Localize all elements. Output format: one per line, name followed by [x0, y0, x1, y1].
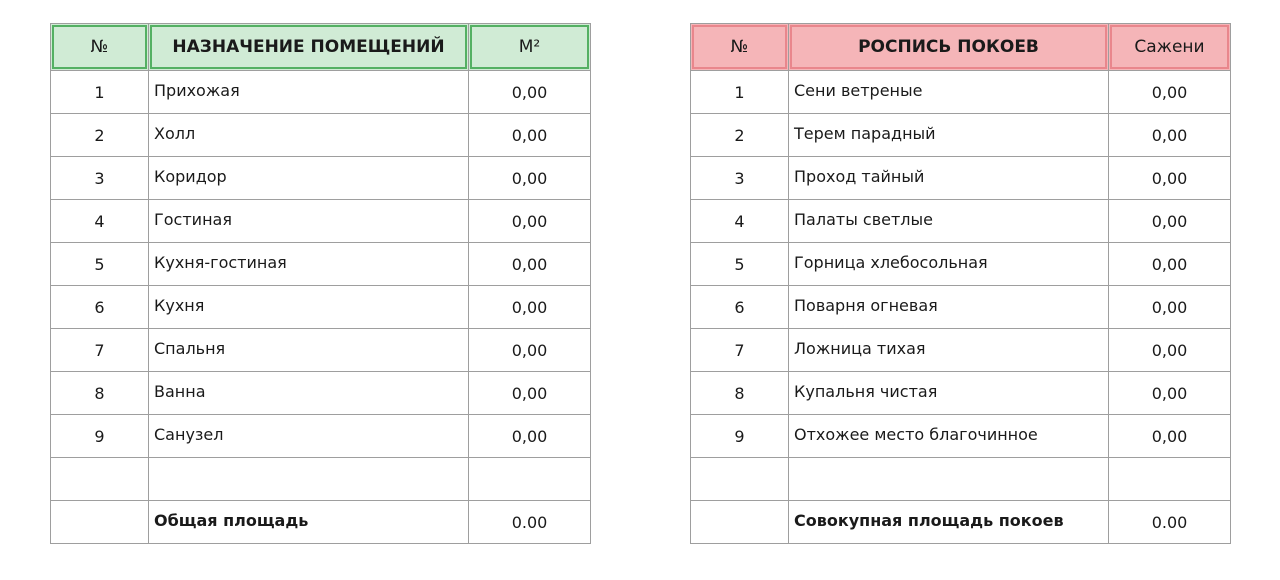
- empty-row: [691, 458, 1231, 501]
- row-num-cell[interactable]: 4: [691, 200, 789, 243]
- row-name-cell[interactable]: Отхожее место благочинное: [789, 415, 1109, 458]
- total-label-cell[interactable]: Общая площадь: [149, 501, 469, 544]
- row-name-cell[interactable]: Поварня огневая: [789, 286, 1109, 329]
- row-value-cell[interactable]: 0,00: [1109, 71, 1231, 114]
- header-title-label: НАЗНАЧЕНИЕ ПОМЕЩЕНИЙ: [150, 25, 467, 69]
- header-cell-unit[interactable]: [1109, 24, 1231, 71]
- row-name-cell[interactable]: Ложница тихая: [789, 329, 1109, 372]
- row-num-cell[interactable]: 5: [691, 243, 789, 286]
- empty-cell[interactable]: [691, 458, 789, 501]
- empty-cell[interactable]: [51, 458, 149, 501]
- row-name-cell[interactable]: Ванна: [149, 372, 469, 415]
- row-name-cell[interactable]: Кухня: [149, 286, 469, 329]
- table-row: [51, 157, 591, 200]
- row-num-cell[interactable]: 1: [691, 71, 789, 114]
- empty-cell[interactable]: [789, 458, 1109, 501]
- table-row: [691, 372, 1231, 415]
- row-name-cell[interactable]: Проход тайный: [789, 157, 1109, 200]
- empty-cell[interactable]: [149, 458, 469, 501]
- row-num-cell[interactable]: 8: [51, 372, 149, 415]
- row-num-cell[interactable]: 2: [51, 114, 149, 157]
- total-value-cell[interactable]: 0.00: [469, 501, 591, 544]
- row-name-cell[interactable]: Холл: [149, 114, 469, 157]
- row-value-cell[interactable]: 0,00: [469, 71, 591, 114]
- header-num-label: №: [52, 25, 147, 69]
- row-name-cell[interactable]: Спальня: [149, 329, 469, 372]
- header-unit-label: М²: [470, 25, 589, 69]
- row-value-cell[interactable]: 0,00: [469, 286, 591, 329]
- table-row: [691, 415, 1231, 458]
- header-cell-title[interactable]: [789, 24, 1109, 71]
- row-num-cell[interactable]: 7: [691, 329, 789, 372]
- row-num-cell[interactable]: 9: [51, 415, 149, 458]
- header-cell-num[interactable]: [691, 24, 789, 71]
- total-row: [691, 501, 1231, 544]
- row-value-cell[interactable]: 0,00: [469, 114, 591, 157]
- total-row: [51, 501, 591, 544]
- table-row: [51, 286, 591, 329]
- table-row: [691, 200, 1231, 243]
- row-value-cell[interactable]: 0,00: [469, 329, 591, 372]
- table-row: [691, 329, 1231, 372]
- row-value-cell[interactable]: 0,00: [1109, 200, 1231, 243]
- row-name-cell[interactable]: Купальня чистая: [789, 372, 1109, 415]
- table-row: [51, 243, 591, 286]
- table-row: [691, 71, 1231, 114]
- header-cell-title[interactable]: [149, 24, 469, 71]
- row-name-cell[interactable]: Терем парадный: [789, 114, 1109, 157]
- table-row: [51, 372, 591, 415]
- row-value-cell[interactable]: 0,00: [1109, 415, 1231, 458]
- row-value-cell[interactable]: 0,00: [1109, 372, 1231, 415]
- row-num-cell[interactable]: 4: [51, 200, 149, 243]
- row-name-cell[interactable]: Палаты светлые: [789, 200, 1109, 243]
- row-value-cell[interactable]: 0,00: [1109, 157, 1231, 200]
- row-num-cell[interactable]: 6: [51, 286, 149, 329]
- table-row: [691, 114, 1231, 157]
- row-value-cell[interactable]: 0,00: [1109, 329, 1231, 372]
- header-cell-num[interactable]: [51, 24, 149, 71]
- rooms-purpose-table: [50, 23, 591, 544]
- row-name-cell[interactable]: Гостиная: [149, 200, 469, 243]
- table-row: [691, 243, 1231, 286]
- table-row: [51, 329, 591, 372]
- row-value-cell[interactable]: 0,00: [469, 243, 591, 286]
- row-value-cell[interactable]: 0,00: [1109, 286, 1231, 329]
- row-name-cell[interactable]: Сени ветреные: [789, 71, 1109, 114]
- chambers-listing-table: [690, 23, 1231, 544]
- table-row: [691, 286, 1231, 329]
- row-value-cell[interactable]: 0,00: [469, 200, 591, 243]
- total-value-cell[interactable]: 0.00: [1109, 501, 1231, 544]
- row-value-cell[interactable]: 0,00: [469, 157, 591, 200]
- header-title-label: РОСПИСЬ ПОКОЕВ: [790, 25, 1107, 69]
- empty-row: [51, 458, 591, 501]
- row-name-cell[interactable]: Кухня-гостиная: [149, 243, 469, 286]
- table-row: [51, 114, 591, 157]
- row-num-cell[interactable]: 9: [691, 415, 789, 458]
- header-unit-label: Сажени: [1110, 25, 1229, 69]
- row-name-cell[interactable]: Коридор: [149, 157, 469, 200]
- empty-cell[interactable]: [1109, 458, 1231, 501]
- table-header-row: [691, 24, 1231, 71]
- row-num-cell[interactable]: 1: [51, 71, 149, 114]
- row-num-cell[interactable]: 7: [51, 329, 149, 372]
- row-value-cell[interactable]: 0,00: [469, 372, 591, 415]
- table-row: [51, 71, 591, 114]
- row-value-cell[interactable]: 0,00: [1109, 243, 1231, 286]
- row-num-cell[interactable]: 3: [691, 157, 789, 200]
- row-name-cell[interactable]: Санузел: [149, 415, 469, 458]
- row-num-cell[interactable]: 8: [691, 372, 789, 415]
- row-num-cell[interactable]: 2: [691, 114, 789, 157]
- total-label-cell[interactable]: Совокупная площадь покоев: [789, 501, 1109, 544]
- row-name-cell[interactable]: Прихожая: [149, 71, 469, 114]
- empty-cell[interactable]: [469, 458, 591, 501]
- header-cell-unit[interactable]: [469, 24, 591, 71]
- table-row: [51, 415, 591, 458]
- row-value-cell[interactable]: 0,00: [1109, 114, 1231, 157]
- header-num-label: №: [692, 25, 787, 69]
- empty-cell[interactable]: [51, 501, 149, 544]
- empty-cell[interactable]: [691, 501, 789, 544]
- row-num-cell[interactable]: 5: [51, 243, 149, 286]
- row-num-cell[interactable]: 6: [691, 286, 789, 329]
- table-row: [691, 157, 1231, 200]
- table-header-row: [51, 24, 591, 71]
- row-name-cell[interactable]: Горница хлебосольная: [789, 243, 1109, 286]
- row-value-cell[interactable]: 0,00: [469, 415, 591, 458]
- row-num-cell[interactable]: 3: [51, 157, 149, 200]
- table-row: [51, 200, 591, 243]
